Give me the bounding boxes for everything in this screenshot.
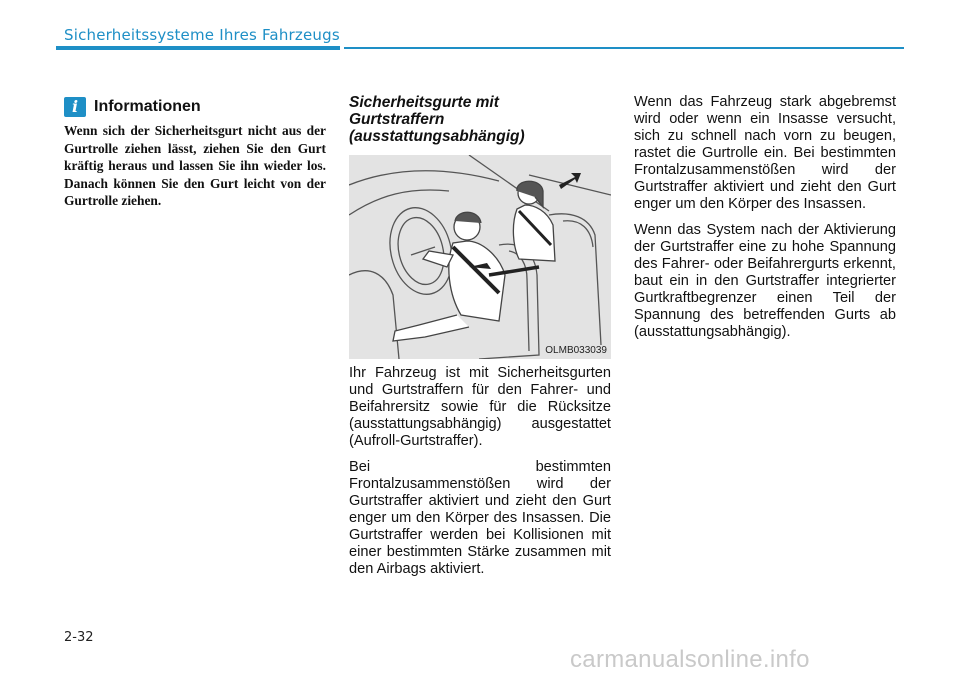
middle-column: [349, 94, 611, 578]
paragraph: Ihr Fahrzeug ist mit Sicherheitsgurten und Gurtstraffern für den Fahrer- und Beifahrersitz sowie für die Rücksitze (ausstattungsabhängig) ausgestattet (Aufroll-Gurtstraffer).: [349, 365, 611, 449]
header-rule-thin: [344, 47, 904, 49]
watermark-text: carmanualsonline.info: [570, 646, 810, 673]
seatbelt-illustration: [349, 155, 611, 359]
header-rule-thick: [56, 46, 340, 50]
info-title: Informationen: [94, 98, 201, 115]
section-header-title: Sicherheitssysteme Ihres Fahrzeugs: [64, 26, 340, 44]
paragraph: Bei bestimmten Frontalzusammenstößen wird der Gurtstraffer aktiviert und zieht den Gurt enger um den Körper des Insassen. Die Gurtstraffer werden bei Kollisionen mit einer bestimmten Stärke zusammen mit den Airbags aktiviert.: [349, 459, 611, 577]
seatbelt-illustration-drawing: [349, 155, 611, 359]
section-title-line-2: Gurtstraffern: [349, 111, 445, 128]
info-box-header: [64, 96, 326, 118]
right-column: [634, 94, 896, 341]
figure-label: OLMB033039: [545, 345, 607, 356]
section-title-line-3: (ausstattungsabhängig): [349, 128, 525, 145]
info-icon: i: [64, 97, 86, 117]
info-text: Wenn sich der Sicherheitsgurt nicht aus der Gurtrolle ziehen lässt, ziehen Sie den Gurt kräftig heraus und lassen Sie ihn wieder los. Danach können Sie den Gurt leicht von der Gurtrolle ziehen.: [64, 123, 326, 209]
section-title: [349, 94, 611, 145]
section-title-line-1: Sicherheitsgurte mit: [349, 94, 499, 111]
page-number: 2-32: [64, 630, 94, 645]
paragraph: Wenn das Fahrzeug stark abgebremst wird oder wenn ein Insasse versucht, sich zu schnell nach vorn zu beugen, rastet die Gurtrolle ein. Bei bestimmten Frontalzusammenstößen wird der Gurtstraffer aktiviert und zieht den Gurt enger um den Körper des Insassen.: [634, 94, 896, 212]
paragraph: Wenn das System nach der Aktivierung der Gurtstraffer eine zu hohe Spannung des Fahrer- oder Beifahrergurts erkennt, baut ein in den Gurtstraffer integrierter Gurtkraftbegrenzer einen Teil der Spannung des betreffenden Gurts ab (ausstattungsabhängig).: [634, 222, 896, 340]
left-column: [64, 96, 326, 223]
